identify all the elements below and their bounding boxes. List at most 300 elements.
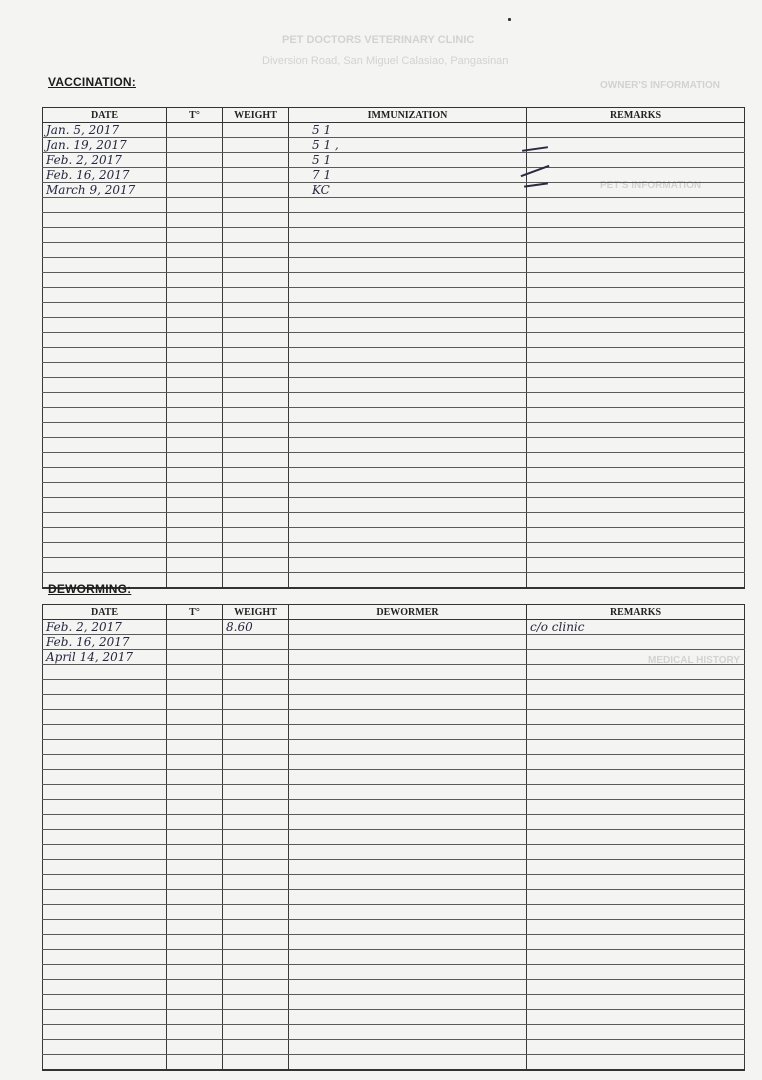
immunization-cell [289, 213, 527, 228]
temperature-cell [167, 408, 223, 423]
immunization-cell [289, 453, 527, 468]
remarks-cell [527, 1040, 745, 1055]
temperature-cell [167, 168, 223, 183]
remarks-cell [527, 1025, 745, 1040]
remarks-cell [527, 935, 745, 950]
date-cell [43, 650, 167, 665]
table-row [43, 198, 745, 213]
remarks-cell [527, 770, 745, 785]
table-row [43, 363, 745, 378]
temperature-cell [167, 1055, 223, 1071]
weight-column-header: WEIGHT [223, 605, 289, 620]
deworming-header-row [43, 605, 745, 620]
remarks-cell [527, 740, 745, 755]
table-row [43, 770, 745, 785]
date-column-header: DATE [43, 108, 167, 123]
date-cell [43, 965, 167, 980]
table-row [43, 875, 745, 890]
temperature-cell [167, 393, 223, 408]
weight-cell [223, 183, 289, 198]
weight-cell [223, 543, 289, 558]
table-row [43, 1025, 745, 1040]
weight-cell [223, 498, 289, 513]
dewormer-cell [289, 845, 527, 860]
weight-cell [223, 785, 289, 800]
table-row [43, 845, 745, 860]
weight-cell [223, 468, 289, 483]
date-cell [43, 1040, 167, 1055]
date-cell [43, 635, 167, 650]
weight-cell [223, 860, 289, 875]
weight-cell [223, 875, 289, 890]
immunization-cell [289, 573, 527, 589]
immunization-cell [289, 543, 527, 558]
immunization-cell [289, 438, 527, 453]
temperature-cell [167, 770, 223, 785]
weight-cell [223, 755, 289, 770]
remarks-cell [527, 890, 745, 905]
table-row [43, 1040, 745, 1055]
weight-cell [223, 423, 289, 438]
temperature-cell [167, 318, 223, 333]
remarks-cell [527, 198, 745, 213]
dewormer-cell [289, 785, 527, 800]
weight-cell [223, 980, 289, 995]
table-row [43, 228, 745, 243]
temperature-cell [167, 755, 223, 770]
temperature-cell [167, 348, 223, 363]
remarks-cell [527, 528, 745, 543]
remarks-cell [527, 815, 745, 830]
dewormer-cell [289, 680, 527, 695]
weight-cell [223, 905, 289, 920]
handwritten-entry: c/o clinic [530, 619, 585, 634]
dewormer-cell [289, 1010, 527, 1025]
dewormer-cell [289, 710, 527, 725]
handwritten-entry: Jan. 19, 2017 [46, 137, 127, 152]
remarks-cell [527, 995, 745, 1010]
weight-cell [223, 710, 289, 725]
immunization-cell [289, 198, 527, 213]
remarks-cell [527, 800, 745, 815]
temperature-cell [167, 453, 223, 468]
table-row [43, 558, 745, 573]
immunization-cell [289, 558, 527, 573]
remarks-column-header: REMARKS [527, 108, 745, 123]
bleed-clinic-name: PET DOCTORS VETERINARY CLINIC [282, 34, 475, 46]
date-cell [43, 303, 167, 318]
weight-cell [223, 695, 289, 710]
remarks-cell [527, 845, 745, 860]
dewormer-cell [289, 1040, 527, 1055]
temperature-cell [167, 138, 223, 153]
temperature-cell [167, 438, 223, 453]
immunization-cell [289, 483, 527, 498]
temperature-cell [167, 423, 223, 438]
table-row [43, 815, 745, 830]
date-cell [43, 258, 167, 273]
remarks-cell [527, 755, 745, 770]
date-cell [43, 183, 167, 198]
remarks-cell [527, 573, 745, 589]
weight-cell [223, 558, 289, 573]
temperature-column-header: T° [167, 108, 223, 123]
handwritten-entry: Feb. 2, 2017 [46, 619, 122, 634]
temperature-cell [167, 920, 223, 935]
date-cell [43, 1055, 167, 1071]
temperature-cell [167, 650, 223, 665]
date-cell [43, 438, 167, 453]
paper-speck [508, 18, 511, 21]
weight-cell [223, 1040, 289, 1055]
weight-cell [223, 333, 289, 348]
remarks-cell [527, 138, 745, 153]
remarks-cell [527, 378, 745, 393]
remarks-cell [527, 920, 745, 935]
table-row [43, 393, 745, 408]
date-cell [43, 513, 167, 528]
table-row [43, 920, 745, 935]
handwritten-entry: Feb. 2, 2017 [46, 152, 122, 167]
date-cell [43, 695, 167, 710]
immunization-cell [289, 513, 527, 528]
table-row [43, 528, 745, 543]
immunization-cell [289, 228, 527, 243]
table-row [43, 905, 745, 920]
handwritten-entry: 8.60 [226, 619, 253, 634]
remarks-cell [527, 665, 745, 680]
table-row [43, 138, 745, 153]
temperature-cell [167, 528, 223, 543]
weight-cell [223, 995, 289, 1010]
weight-cell [223, 528, 289, 543]
remarks-cell [527, 468, 745, 483]
weight-cell [223, 303, 289, 318]
handwritten-entry: 5 1 [312, 152, 332, 167]
remarks-cell [527, 423, 745, 438]
dewormer-column-header: DEWORMER [289, 605, 527, 620]
remarks-column-header: REMARKS [527, 605, 745, 620]
table-row [43, 183, 745, 198]
date-cell [43, 785, 167, 800]
immunization-cell [289, 183, 527, 198]
date-cell [43, 890, 167, 905]
handwritten-entry: Feb. 16, 2017 [46, 634, 130, 649]
temperature-cell [167, 935, 223, 950]
dewormer-cell [289, 1025, 527, 1040]
date-cell [43, 333, 167, 348]
date-cell [43, 920, 167, 935]
immunization-cell [289, 258, 527, 273]
weight-cell [223, 620, 289, 635]
weight-cell [223, 830, 289, 845]
weight-cell [223, 123, 289, 138]
weight-cell [223, 573, 289, 589]
temperature-cell [167, 378, 223, 393]
temperature-cell [167, 333, 223, 348]
dewormer-cell [289, 770, 527, 785]
remarks-cell [527, 695, 745, 710]
table-row [43, 1055, 745, 1071]
weight-cell [223, 935, 289, 950]
immunization-cell [289, 303, 527, 318]
table-row [43, 1010, 745, 1025]
date-cell [43, 408, 167, 423]
weight-cell [223, 378, 289, 393]
date-cell [43, 995, 167, 1010]
bleed-pet-info: PET'S INFORMATION [600, 180, 702, 191]
remarks-cell [527, 483, 745, 498]
weight-cell [223, 318, 289, 333]
weight-cell [223, 198, 289, 213]
temperature-cell [167, 635, 223, 650]
date-cell [43, 123, 167, 138]
table-row [43, 725, 745, 740]
temperature-cell [167, 273, 223, 288]
immunization-cell [289, 378, 527, 393]
remarks-cell [527, 348, 745, 363]
table-row [43, 860, 745, 875]
table-row [43, 543, 745, 558]
weight-cell [223, 950, 289, 965]
bleed-medical-history: MEDICAL HISTORY [648, 655, 741, 666]
temperature-cell [167, 303, 223, 318]
dewormer-cell [289, 830, 527, 845]
immunization-column-header: IMMUNIZATION [289, 108, 527, 123]
date-cell [43, 228, 167, 243]
date-cell [43, 423, 167, 438]
dewormer-cell [289, 650, 527, 665]
date-cell [43, 528, 167, 543]
table-row [43, 710, 745, 725]
temperature-cell [167, 620, 223, 635]
temperature-cell [167, 213, 223, 228]
weight-cell [223, 740, 289, 755]
date-cell [43, 558, 167, 573]
immunization-cell [289, 528, 527, 543]
temperature-cell [167, 153, 223, 168]
temperature-cell [167, 680, 223, 695]
temperature-column-header: T° [167, 605, 223, 620]
dewormer-cell [289, 695, 527, 710]
remarks-cell [527, 213, 745, 228]
remarks-cell [527, 875, 745, 890]
temperature-cell [167, 288, 223, 303]
temperature-cell [167, 830, 223, 845]
handwritten-entry: KC [312, 182, 330, 197]
bleed-address: Diversion Road, San Miguel Calasiao, Pangasinan [262, 55, 509, 67]
date-cell [43, 710, 167, 725]
dewormer-cell [289, 995, 527, 1010]
table-row [43, 650, 745, 665]
weight-cell [223, 965, 289, 980]
immunization-cell [289, 168, 527, 183]
weight-cell [223, 650, 289, 665]
immunization-cell [289, 243, 527, 258]
temperature-cell [167, 740, 223, 755]
deworming-table [42, 604, 745, 1071]
handwritten-entry: 5 1 , [312, 137, 339, 152]
weight-cell [223, 153, 289, 168]
remarks-cell [527, 620, 745, 635]
weight-cell [223, 483, 289, 498]
weight-cell [223, 513, 289, 528]
date-cell [43, 378, 167, 393]
remarks-cell [527, 965, 745, 980]
table-row [43, 620, 745, 635]
immunization-cell [289, 153, 527, 168]
remarks-cell [527, 860, 745, 875]
remarks-cell [527, 558, 745, 573]
temperature-cell [167, 980, 223, 995]
temperature-cell [167, 1010, 223, 1025]
handwritten-entry: Feb. 16, 2017 [46, 167, 130, 182]
table-row [43, 830, 745, 845]
weight-cell [223, 680, 289, 695]
handwritten-entry [292, 635, 312, 649]
date-cell [43, 543, 167, 558]
handwritten-entry: 7 1 [312, 167, 332, 182]
date-cell [43, 363, 167, 378]
remarks-cell [527, 228, 745, 243]
deworming-title: DEWORMING: [48, 582, 132, 596]
temperature-cell [167, 468, 223, 483]
remarks-cell [527, 318, 745, 333]
temperature-cell [167, 1025, 223, 1040]
remarks-cell [527, 980, 745, 995]
table-row [43, 935, 745, 950]
weight-cell [223, 438, 289, 453]
temperature-cell [167, 513, 223, 528]
dewormer-cell [289, 935, 527, 950]
temperature-cell [167, 965, 223, 980]
dewormer-cell [289, 665, 527, 680]
table-row [43, 153, 745, 168]
temperature-cell [167, 950, 223, 965]
table-row [43, 348, 745, 363]
immunization-cell [289, 138, 527, 153]
table-row [43, 213, 745, 228]
handwritten-entry: 5 1 [312, 122, 332, 137]
dewormer-cell [289, 755, 527, 770]
dewormer-cell [289, 875, 527, 890]
dewormer-cell [289, 920, 527, 935]
immunization-cell [289, 123, 527, 138]
weight-cell [223, 168, 289, 183]
immunization-cell [289, 333, 527, 348]
weight-cell [223, 845, 289, 860]
immunization-cell [289, 318, 527, 333]
weight-cell [223, 890, 289, 905]
dewormer-cell [289, 860, 527, 875]
weight-cell [223, 393, 289, 408]
date-cell [43, 755, 167, 770]
remarks-cell [527, 1055, 745, 1071]
remarks-cell [527, 273, 745, 288]
temperature-cell [167, 845, 223, 860]
temperature-cell [167, 183, 223, 198]
date-cell [43, 468, 167, 483]
weight-cell [223, 348, 289, 363]
table-row [43, 318, 745, 333]
date-cell [43, 168, 167, 183]
table-row [43, 755, 745, 770]
date-cell [43, 348, 167, 363]
weight-cell [223, 1025, 289, 1040]
temperature-cell [167, 198, 223, 213]
temperature-cell [167, 498, 223, 513]
temperature-cell [167, 800, 223, 815]
date-cell [43, 935, 167, 950]
date-cell [43, 725, 167, 740]
weight-cell [223, 1010, 289, 1025]
remarks-cell [527, 303, 745, 318]
table-row [43, 483, 745, 498]
remarks-cell [527, 363, 745, 378]
date-cell [43, 845, 167, 860]
bleed-owner-info: OWNER'S INFORMATION [600, 80, 720, 91]
date-column-header: DATE [43, 605, 167, 620]
immunization-cell [289, 498, 527, 513]
table-row [43, 950, 745, 965]
date-cell [43, 318, 167, 333]
date-cell [43, 980, 167, 995]
temperature-cell [167, 665, 223, 680]
remarks-cell [527, 498, 745, 513]
temperature-cell [167, 1040, 223, 1055]
handwritten-entry: Jan. 5, 2017 [46, 122, 120, 137]
temperature-cell [167, 875, 223, 890]
weight-column-header: WEIGHT [223, 108, 289, 123]
table-row [43, 995, 745, 1010]
dewormer-cell [289, 980, 527, 995]
remarks-cell [527, 830, 745, 845]
weight-cell [223, 258, 289, 273]
date-cell [43, 453, 167, 468]
dewormer-cell [289, 725, 527, 740]
remarks-cell [527, 153, 745, 168]
remarks-cell [527, 183, 745, 198]
table-row [43, 680, 745, 695]
table-row [43, 258, 745, 273]
remarks-cell [527, 288, 745, 303]
immunization-cell [289, 273, 527, 288]
temperature-cell [167, 815, 223, 830]
temperature-cell [167, 123, 223, 138]
remarks-cell [527, 725, 745, 740]
handwritten-entry [292, 650, 312, 664]
table-row [43, 800, 745, 815]
temperature-cell [167, 558, 223, 573]
date-cell [43, 1010, 167, 1025]
remarks-cell [527, 905, 745, 920]
temperature-cell [167, 573, 223, 589]
weight-cell [223, 815, 289, 830]
weight-cell [223, 800, 289, 815]
immunization-cell [289, 408, 527, 423]
temperature-cell [167, 905, 223, 920]
immunization-cell [289, 363, 527, 378]
table-row [43, 123, 745, 138]
weight-cell [223, 228, 289, 243]
table-row [43, 965, 745, 980]
table-row [43, 890, 745, 905]
weight-cell [223, 920, 289, 935]
table-row [43, 635, 745, 650]
date-cell [43, 665, 167, 680]
immunization-cell [289, 423, 527, 438]
weight-cell [223, 213, 289, 228]
